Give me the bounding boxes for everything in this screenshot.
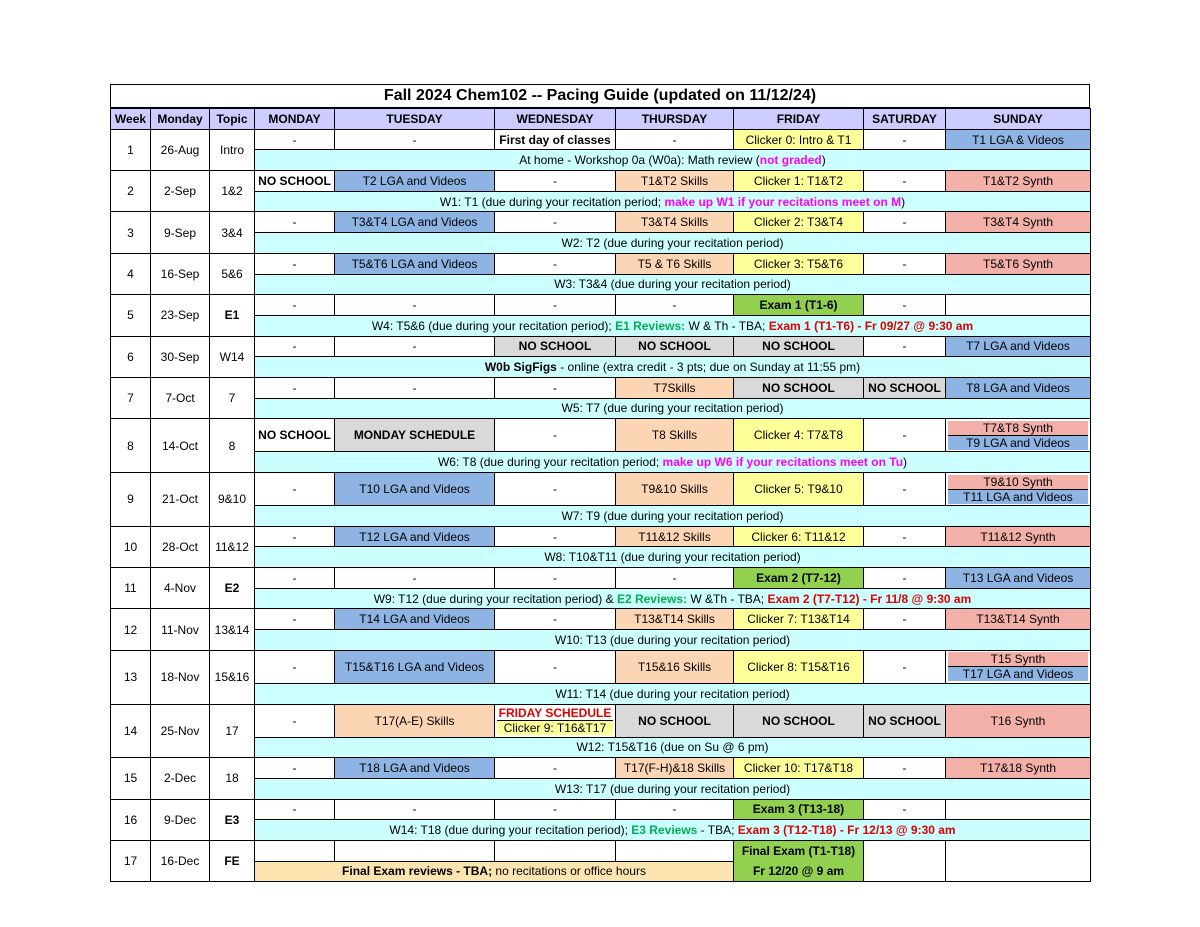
wed-clicker: Clicker 9: T16&T17 <box>497 720 613 735</box>
sat-cell <box>864 840 946 881</box>
week-note-row <box>111 778 1091 799</box>
thu-cell: - <box>616 129 734 150</box>
mon-cell: - <box>255 129 335 150</box>
week-note-row <box>111 820 1091 841</box>
note-text: ) <box>821 153 826 168</box>
sun-cell: T16 Synth <box>946 704 1091 737</box>
sat-cell: - <box>864 295 946 316</box>
thu-cell: T11&12 Skills <box>616 526 734 547</box>
week-topic: 3&4 <box>210 212 255 253</box>
wed-cell: - <box>495 609 616 630</box>
workshop-note: W2: T2 (due during your recitation period) <box>255 233 1091 254</box>
wed-cell: - <box>495 171 616 192</box>
week-row <box>111 473 1091 506</box>
sun-synth: T7&T8 Synth <box>948 421 1088 435</box>
fri-cell: Clicker 6: T11&12 <box>734 526 864 547</box>
week-row <box>111 129 1091 150</box>
thu-cell: T5 & T6 Skills <box>616 253 734 274</box>
week-number: 16 <box>111 799 151 840</box>
sun-cell: T1 LGA & Videos <box>946 129 1091 150</box>
week-date: 9-Sep <box>151 212 210 253</box>
week-date: 16-Dec <box>151 840 210 881</box>
week-row <box>111 650 1091 683</box>
sun-cell <box>946 473 1091 506</box>
note-text: W &Th - TBA; <box>687 591 768 606</box>
week-date: 18-Nov <box>151 650 210 704</box>
week-row <box>111 609 1091 630</box>
sat-cell: - <box>864 171 946 192</box>
col-header-mon: MONDAY <box>255 109 335 130</box>
week-row <box>111 568 1091 589</box>
col-header-thu: THURSDAY <box>616 109 734 130</box>
sat-cell: - <box>864 473 946 506</box>
week-row <box>111 253 1091 274</box>
note-text: - online (extra credit - 3 pts; due on Sunday at 11:55 pm) <box>556 360 861 375</box>
wed-cell <box>495 704 616 737</box>
workshop-note: W7: T9 (due during your recitation period) <box>255 506 1091 527</box>
mon-cell: - <box>255 253 335 274</box>
week-topic: 9&10 <box>210 473 255 527</box>
workshop-note: W8: T10&T11 (due during your recitation period) <box>255 547 1091 568</box>
thu-cell: T9&10 Skills <box>616 473 734 506</box>
mon-cell: NO SCHOOL <box>255 171 335 192</box>
note-text: W6: T8 (due during your recitation period; <box>437 455 663 470</box>
review-label: E3 Reviews <box>631 823 698 838</box>
week-date: 7-Oct <box>151 377 210 418</box>
week-topic: 1&2 <box>210 171 255 212</box>
mon-cell: - <box>255 212 335 233</box>
week-number: 13 <box>111 650 151 704</box>
week-number: 2 <box>111 171 151 212</box>
week-date: 14-Oct <box>151 419 210 473</box>
review-label: E2 Reviews: <box>616 591 687 606</box>
note-highlight: make up W6 if your recitations meet on Tu <box>662 455 904 470</box>
tue-cell: - <box>335 336 495 357</box>
tue-cell: T15&T16 LGA and Videos <box>335 650 495 683</box>
week-number: 5 <box>111 295 151 336</box>
week-topic: 7 <box>210 377 255 418</box>
week-topic: 13&14 <box>210 609 255 650</box>
thu-cell: T7Skills <box>616 377 734 398</box>
tue-cell: T5&T6 LGA and Videos <box>335 253 495 274</box>
mon-cell <box>255 840 335 861</box>
pacing-guide-sheet <box>110 84 1090 879</box>
thu-cell: - <box>616 568 734 589</box>
note-text: W4: T5&6 (due during your recitation period); <box>371 318 616 333</box>
wed-cell: First day of classes <box>495 129 616 150</box>
workshop-note: W10: T13 (due during your recitation period) <box>255 630 1091 651</box>
mon-cell: - <box>255 295 335 316</box>
sun-lga: T11 LGA and Videos <box>948 489 1088 504</box>
wed-cell: - <box>495 295 616 316</box>
exam-note: Exam 2 (T7-T12) - Fr 11/8 @ 9:30 am <box>767 591 972 606</box>
week-number: 4 <box>111 253 151 294</box>
final-exam-cell <box>734 840 864 881</box>
week-topic: 5&6 <box>210 253 255 294</box>
week-row <box>111 840 1091 861</box>
week-number: 8 <box>111 419 151 473</box>
week-row <box>111 171 1091 192</box>
sun-cell <box>946 650 1091 683</box>
fri-cell: Clicker 10: T17&T18 <box>734 758 864 779</box>
mon-cell: - <box>255 758 335 779</box>
fri-cell: NO SCHOOL <box>734 377 864 398</box>
week-number: 1 <box>111 129 151 170</box>
week-note-row <box>111 398 1091 419</box>
sun-cell: T7 LGA and Videos <box>946 336 1091 357</box>
sun-cell <box>946 295 1091 316</box>
thu-cell: T13&T14 Skills <box>616 609 734 630</box>
week-number: 15 <box>111 758 151 799</box>
fri-cell: NO SCHOOL <box>734 336 864 357</box>
week-number: 10 <box>111 526 151 567</box>
wed-cell: - <box>495 568 616 589</box>
tue-cell: T17(A-E) Skills <box>335 704 495 737</box>
week-number: 7 <box>111 377 151 418</box>
tue-cell: - <box>335 568 495 589</box>
page-title: Fall 2024 Chem102 -- Pacing Guide (updated on 11/12/24) <box>110 84 1090 108</box>
week-row <box>111 526 1091 547</box>
week-row <box>111 377 1091 398</box>
col-header-fri: FRIDAY <box>734 109 864 130</box>
mon-cell: - <box>255 526 335 547</box>
week-row <box>111 704 1091 737</box>
workshop-note: W3: T3&4 (due during your recitation period) <box>255 274 1091 295</box>
fri-cell: Exam 3 (T13-18) <box>734 799 864 820</box>
wed-cell: - <box>495 526 616 547</box>
week-topic: 15&16 <box>210 650 255 704</box>
sat-cell: - <box>864 419 946 452</box>
week-number: 11 <box>111 568 151 609</box>
wed-cell: - <box>495 377 616 398</box>
thu-cell: T17(F-H)&18 Skills <box>616 758 734 779</box>
week-topic: E2 <box>210 568 255 609</box>
note-text: - TBA; <box>697 823 738 838</box>
week-date: 30-Sep <box>151 336 210 377</box>
sun-cell: T8 LGA and Videos <box>946 377 1091 398</box>
fri-cell: Clicker 3: T5&T6 <box>734 253 864 274</box>
tue-cell: T18 LGA and Videos <box>335 758 495 779</box>
fri-cell: Clicker 4: T7&T8 <box>734 419 864 452</box>
week-row <box>111 799 1091 820</box>
week-topic: E3 <box>210 799 255 840</box>
week-note-row <box>111 357 1091 378</box>
tue-cell: T10 LGA and Videos <box>335 473 495 506</box>
tue-cell <box>335 840 495 861</box>
workshop-note <box>255 452 1091 473</box>
tue-cell: MONDAY SCHEDULE <box>335 419 495 452</box>
week-note-row <box>111 274 1091 295</box>
exam-note: Exam 3 (T12-T18) - Fr 12/13 @ 9:30 am <box>737 823 956 838</box>
thu-cell: T8 Skills <box>616 419 734 452</box>
week-number: 6 <box>111 336 151 377</box>
note-text: W14: T18 (due during your recitation period); <box>389 823 632 838</box>
sun-cell: T13 LGA and Videos <box>946 568 1091 589</box>
mon-cell: - <box>255 609 335 630</box>
sun-cell: T1&T2 Synth <box>946 171 1091 192</box>
schedule-table <box>110 108 1091 882</box>
week-number: 9 <box>111 473 151 527</box>
note-text: ) <box>903 455 908 470</box>
week-number: 3 <box>111 212 151 253</box>
col-header-tue: TUESDAY <box>335 109 495 130</box>
week-date: 25-Nov <box>151 704 210 758</box>
note-highlight: W0b SigFigs <box>484 360 557 375</box>
wed-cell: - <box>495 799 616 820</box>
mon-cell: - <box>255 377 335 398</box>
week-date: 23-Sep <box>151 295 210 336</box>
sat-cell: - <box>864 758 946 779</box>
thu-cell: - <box>616 295 734 316</box>
note-text: At home - Workshop 0a (W0a): Math review ( <box>519 153 760 168</box>
col-header-wed: WEDNESDAY <box>495 109 616 130</box>
sun-cell: T17&18 Synth <box>946 758 1091 779</box>
thu-cell: T1&T2 Skills <box>616 171 734 192</box>
thu-cell: T15&16 Skills <box>616 650 734 683</box>
workshop-note <box>255 357 1091 378</box>
sun-synth: T15 Synth <box>948 652 1088 666</box>
note-text: W & Th - TBA; <box>685 318 769 333</box>
wed-cell: - <box>495 253 616 274</box>
fri-cell: Clicker 7: T13&T14 <box>734 609 864 630</box>
fri-cell: NO SCHOOL <box>734 704 864 737</box>
week-date: 28-Oct <box>151 526 210 567</box>
sat-cell: - <box>864 650 946 683</box>
workshop-note <box>255 315 1091 336</box>
tue-cell: T2 LGA and Videos <box>335 171 495 192</box>
note-highlight: Final Exam reviews - TBA; <box>342 864 493 879</box>
workshop-note: W5: T7 (due during your recitation period) <box>255 398 1091 419</box>
mon-cell: NO SCHOOL <box>255 419 335 452</box>
week-note-row <box>111 315 1091 336</box>
workshop-note <box>255 150 1091 171</box>
week-date: 9-Dec <box>151 799 210 840</box>
wed-cell: - <box>495 650 616 683</box>
thu-cell: NO SCHOOL <box>616 336 734 357</box>
week-topic: 17 <box>210 704 255 758</box>
week-note-row <box>111 737 1091 758</box>
tue-cell: - <box>335 129 495 150</box>
week-note-row <box>111 547 1091 568</box>
sun-cell: T5&T6 Synth <box>946 253 1091 274</box>
sun-cell <box>946 419 1091 452</box>
note-highlight: not graded <box>759 153 822 168</box>
fri-cell: Exam 1 (T1-6) <box>734 295 864 316</box>
sat-cell: - <box>864 799 946 820</box>
sun-cell <box>946 799 1091 820</box>
mon-cell: - <box>255 568 335 589</box>
note-text: no recitations or office hours <box>492 864 646 879</box>
friday-schedule-label: FRIDAY SCHEDULE <box>498 706 612 720</box>
mon-cell: - <box>255 650 335 683</box>
wed-cell: - <box>495 758 616 779</box>
week-topic: 11&12 <box>210 526 255 567</box>
week-note-row <box>111 191 1091 212</box>
sun-lga: T9 LGA and Videos <box>948 435 1088 450</box>
mon-cell: - <box>255 473 335 506</box>
sun-cell: T3&T4 Synth <box>946 212 1091 233</box>
week-row <box>111 336 1091 357</box>
sun-lga: T17 LGA and Videos <box>948 666 1088 681</box>
sat-cell: - <box>864 568 946 589</box>
workshop-note: W12: T15&T16 (due on Su @ 6 pm) <box>255 737 1091 758</box>
week-note-row <box>111 683 1091 704</box>
fri-cell: Clicker 0: Intro & T1 <box>734 129 864 150</box>
workshop-note <box>255 191 1091 212</box>
tue-cell: T12 LGA and Videos <box>335 526 495 547</box>
week-row <box>111 212 1091 233</box>
sun-cell: T13&T14 Synth <box>946 609 1091 630</box>
thu-cell: T3&T4 Skills <box>616 212 734 233</box>
week-topic: FE <box>210 840 255 881</box>
tue-cell: - <box>335 799 495 820</box>
week-topic: Intro <box>210 129 255 170</box>
week-topic: 8 <box>210 419 255 473</box>
week-number: 12 <box>111 609 151 650</box>
week-row <box>111 758 1091 779</box>
sat-cell: NO SCHOOL <box>864 377 946 398</box>
week-note-row <box>111 588 1091 609</box>
col-header-sat: SATURDAY <box>864 109 946 130</box>
col-header-topic: Topic <box>210 109 255 130</box>
sun-synth: T9&10 Synth <box>948 475 1088 489</box>
wed-cell <box>495 840 616 861</box>
sat-cell: - <box>864 526 946 547</box>
week-number: 17 <box>111 840 151 881</box>
final-note <box>255 861 734 882</box>
sat-cell: - <box>864 253 946 274</box>
tue-cell: T14 LGA and Videos <box>335 609 495 630</box>
note-highlight: make up W1 if your recitations meet on M <box>664 194 902 209</box>
fri-cell: Exam 2 (T7-12) <box>734 568 864 589</box>
week-date: 16-Sep <box>151 253 210 294</box>
week-date: 2-Dec <box>151 758 210 799</box>
note-text: W1: T1 (due during your recitation period; <box>439 194 665 209</box>
mon-cell: - <box>255 704 335 737</box>
week-topic: E1 <box>210 295 255 336</box>
col-header-monday-date: Monday <box>151 109 210 130</box>
sun-cell: T11&12 Synth <box>946 526 1091 547</box>
week-topic: 18 <box>210 758 255 799</box>
sat-cell: - <box>864 609 946 630</box>
review-label: E1 Reviews: <box>615 318 686 333</box>
wed-cell: - <box>495 212 616 233</box>
wed-cell: - <box>495 473 616 506</box>
mon-cell: - <box>255 799 335 820</box>
thu-cell: NO SCHOOL <box>616 704 734 737</box>
tue-cell: T3&T4 LGA and Videos <box>335 212 495 233</box>
exam-note: Exam 1 (T1-T6) - Fr 09/27 @ 9:30 am <box>768 318 974 333</box>
thu-cell: - <box>616 799 734 820</box>
sat-cell: NO SCHOOL <box>864 704 946 737</box>
sun-cell <box>946 840 1091 881</box>
thu-cell <box>616 840 734 861</box>
col-header-week: Week <box>111 109 151 130</box>
workshop-note: W11: T14 (due during your recitation period) <box>255 683 1091 704</box>
week-note-row <box>111 630 1091 651</box>
final-exam-title: Final Exam (T1-T18) <box>741 844 856 859</box>
fri-cell: Clicker 1: T1&T2 <box>734 171 864 192</box>
workshop-note <box>255 820 1091 841</box>
wed-cell: NO SCHOOL <box>495 336 616 357</box>
sat-cell: - <box>864 212 946 233</box>
week-row <box>111 419 1091 452</box>
fri-cell: Clicker 5: T9&10 <box>734 473 864 506</box>
tue-cell: - <box>335 377 495 398</box>
week-number: 14 <box>111 704 151 758</box>
note-text: ) <box>901 194 906 209</box>
workshop-note: W13: T17 (due during your recitation period) <box>255 778 1091 799</box>
week-date: 2-Sep <box>151 171 210 212</box>
week-date: 21-Oct <box>151 473 210 527</box>
week-note-row <box>111 452 1091 473</box>
sat-cell: - <box>864 336 946 357</box>
week-topic: W14 <box>210 336 255 377</box>
wed-cell: - <box>495 419 616 452</box>
week-note-row <box>111 506 1091 527</box>
mon-cell: - <box>255 336 335 357</box>
fri-cell: Clicker 2: T3&T4 <box>734 212 864 233</box>
sat-cell: - <box>864 129 946 150</box>
week-date: 26-Aug <box>151 129 210 170</box>
week-date: 11-Nov <box>151 609 210 650</box>
tue-cell: - <box>335 295 495 316</box>
workshop-note <box>255 588 1091 609</box>
week-note-row <box>111 233 1091 254</box>
final-exam-date: Fr 12/20 @ 9 am <box>752 864 845 879</box>
fri-cell: Clicker 8: T15&T16 <box>734 650 864 683</box>
header-row <box>111 109 1091 130</box>
week-date: 4-Nov <box>151 568 210 609</box>
week-note-row <box>111 150 1091 171</box>
week-row <box>111 295 1091 316</box>
note-text: W9: T12 (due during your recitation period) & <box>373 591 617 606</box>
col-header-sun: SUNDAY <box>946 109 1091 130</box>
